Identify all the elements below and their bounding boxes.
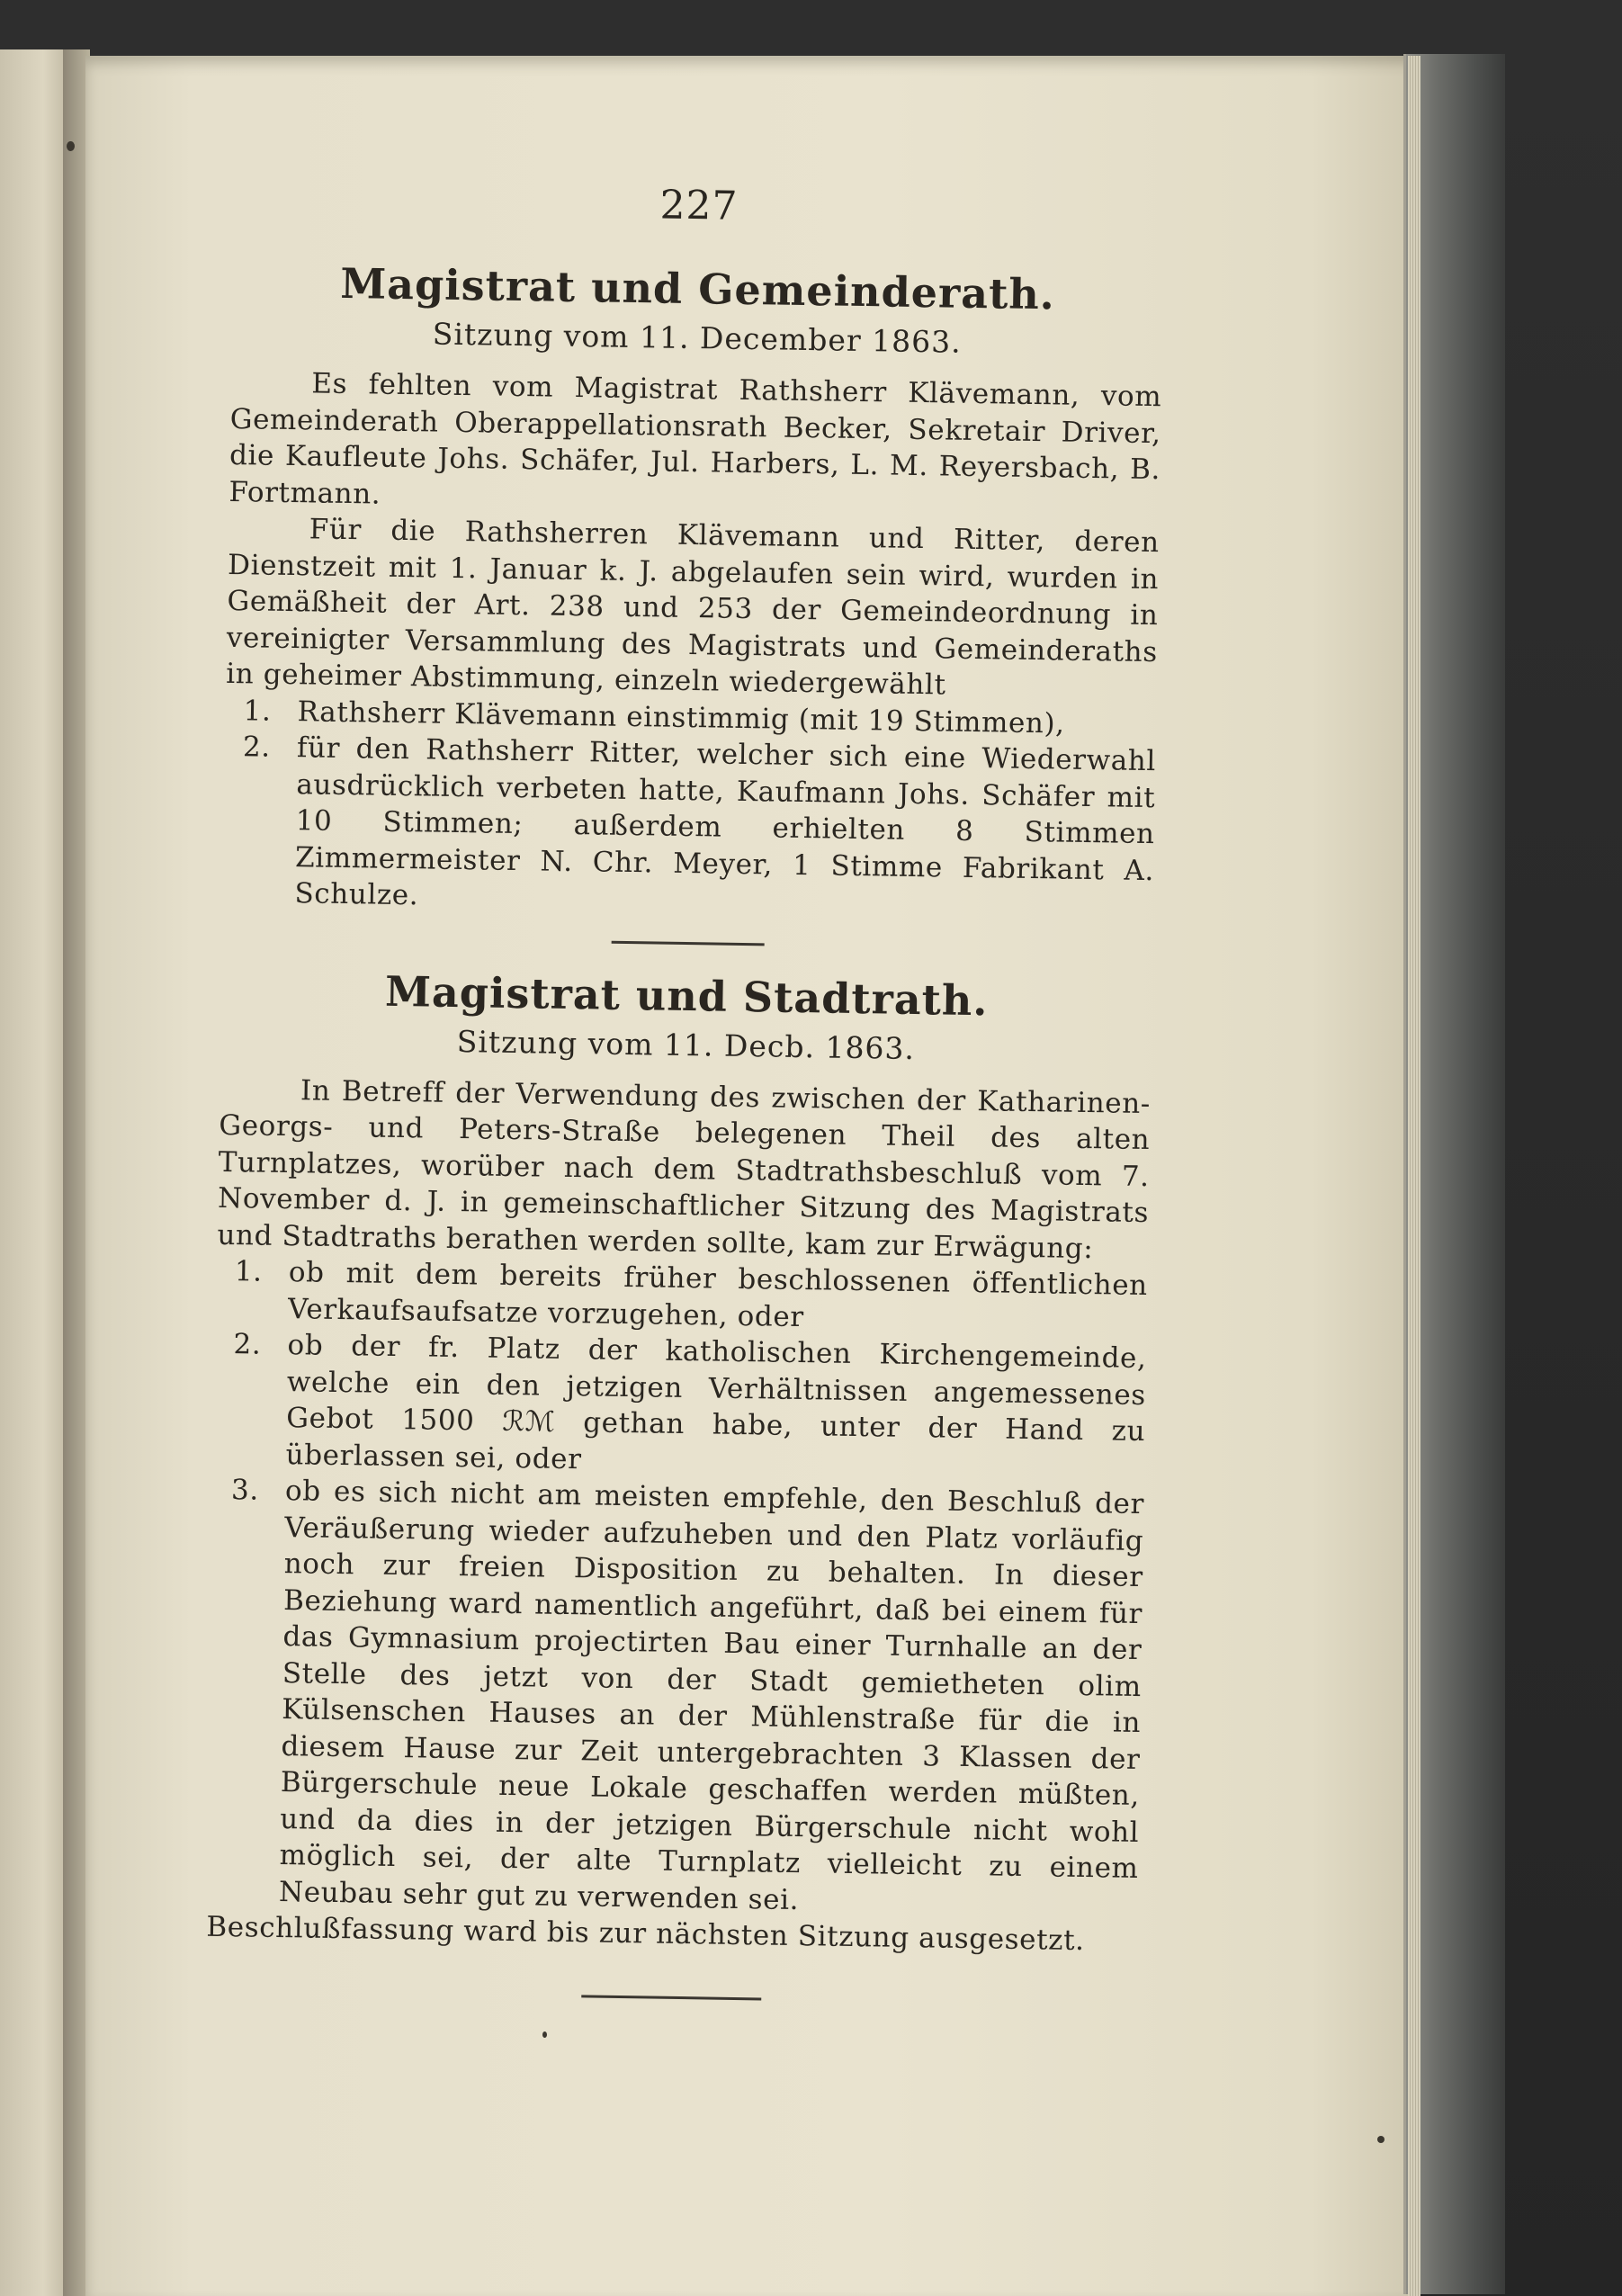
numbered-list	[222, 692, 1157, 925]
list-item-text: Rathsherr Klävemann einstimmig (mit 19 Stimmen),	[297, 695, 1065, 740]
page-number: 227	[659, 182, 739, 229]
list-item-text: für den Rathsherr Ritter, welcher sich eine Wiederwahl ausdrücklich verbeten hatte, Kaufmann Johs. Schäfer mit 10 Stimmen; außerdem erhielten 8 Stimmen Zimmermeister N. Chr. Meyer, 1 Stimme Fabrikant A. Schulze.	[294, 731, 1157, 912]
list-item-number: 1.	[234, 1255, 263, 1288]
list-item-number: 1.	[243, 694, 272, 728]
section-divider	[611, 940, 764, 946]
paragraph: In Betreff der Verwendung des zwischen der Katharinen-Georgs- und Peters-Straße belegenen Theil des alten Turnplatzes, worüber nach dem Stadtrathsbeschluß vom 7. November d. J. in gemeinschaftlicher Sitzung des Magistrats und Stadtraths berathen werden sollte, kam zur Erwägung:	[217, 1073, 1152, 1265]
section-subheading: Sitzung vom 11. Decb. 1863.	[456, 1023, 916, 1066]
list-item-text: ob mit dem bereits früher beschlossenen öffentlichen Verkaufsaufsatze vorzugehen, oder	[287, 1256, 1149, 1333]
numbered-list	[207, 1253, 1148, 1924]
list-item	[207, 1472, 1145, 1924]
ink-speck	[542, 2031, 547, 2038]
list-item	[222, 729, 1156, 926]
ink-speck	[1377, 2136, 1385, 2143]
section-magistrat-stadtrath	[206, 964, 1152, 1960]
closing-line: Beschlußfassung ward bis zur nächsten Sitzung ausgesetzt.	[206, 1910, 1085, 1958]
list-item-text: ob es sich nicht am meisten empfehle, den Beschluß der Veräußerung wieder aufzuheben und den Platz vorläufig noch zur freien Disposition zu behalten. In dieser Beziehung ward namentlich angeführt, daß bei einem für das Gymnasium projectirten Bau einer Turnhalle an der Stelle des jetzt von der Stadt gemietheten olim Külsenschen Hauses an der Mühlenstraße für die in diesem Hause zur Zeit untergebrachten 3 Klassen der Bürgerschule neue Lokale geschaffen werden müßten, und da dies in der jetzigen Bürgerschule nicht wohl möglich sei, der alte Turnplatz vielleicht zu einem Neubau sehr gut zu verwenden sei.	[278, 1475, 1145, 1916]
page-stack-edge	[1408, 56, 1420, 2296]
ink-speck	[67, 141, 75, 151]
section-heading: Magistrat und Gemeinderath.	[339, 258, 1056, 319]
previous-page-edge	[0, 49, 72, 2296]
list-item-text: ob der fr. Platz der katholischen Kirchengemeinde, welche ein den jetzigen Verhältnissen angemessenes Gebot 1500 ℛ︎ℳ gethan habe, unter der Hand zu überlassen sei, oder	[285, 1329, 1147, 1475]
page-content	[205, 175, 1165, 2006]
section-subheading: Sitzung vom 11. December 1863.	[432, 316, 962, 360]
list-item-number: 3.	[230, 1474, 260, 1507]
list-item	[213, 1326, 1146, 1486]
section-heading: Magistrat und Stadtrath.	[384, 966, 989, 1025]
section-magistrat-gemeinderath	[222, 257, 1163, 926]
list-item-number: 2.	[242, 731, 272, 764]
paragraph: Für die Rathsherren Klävemann und Ritter, deren Dienstzeit mit 1. Januar k. J. abgelaufen sein wird, wurden in Gemäßheit der Art. 238 und 253 der Gemeindeordnung in vereinigter Versammlung des Magistrats und Gemeinderaths in geheimer Abstimmung, einzeln wiedergewählt	[226, 513, 1160, 702]
list-item-number: 2.	[233, 1328, 262, 1361]
paragraph: Es fehlten vom Magistrat Rathsherr Klävemann, vom Gemeinderath Oberappellationsrath Becker, Sekretair Driver, die Kaufleute Johs. Schäfer, Jul. Harbers, L. M. Reyersbach, B. Fortmann.	[229, 367, 1162, 511]
